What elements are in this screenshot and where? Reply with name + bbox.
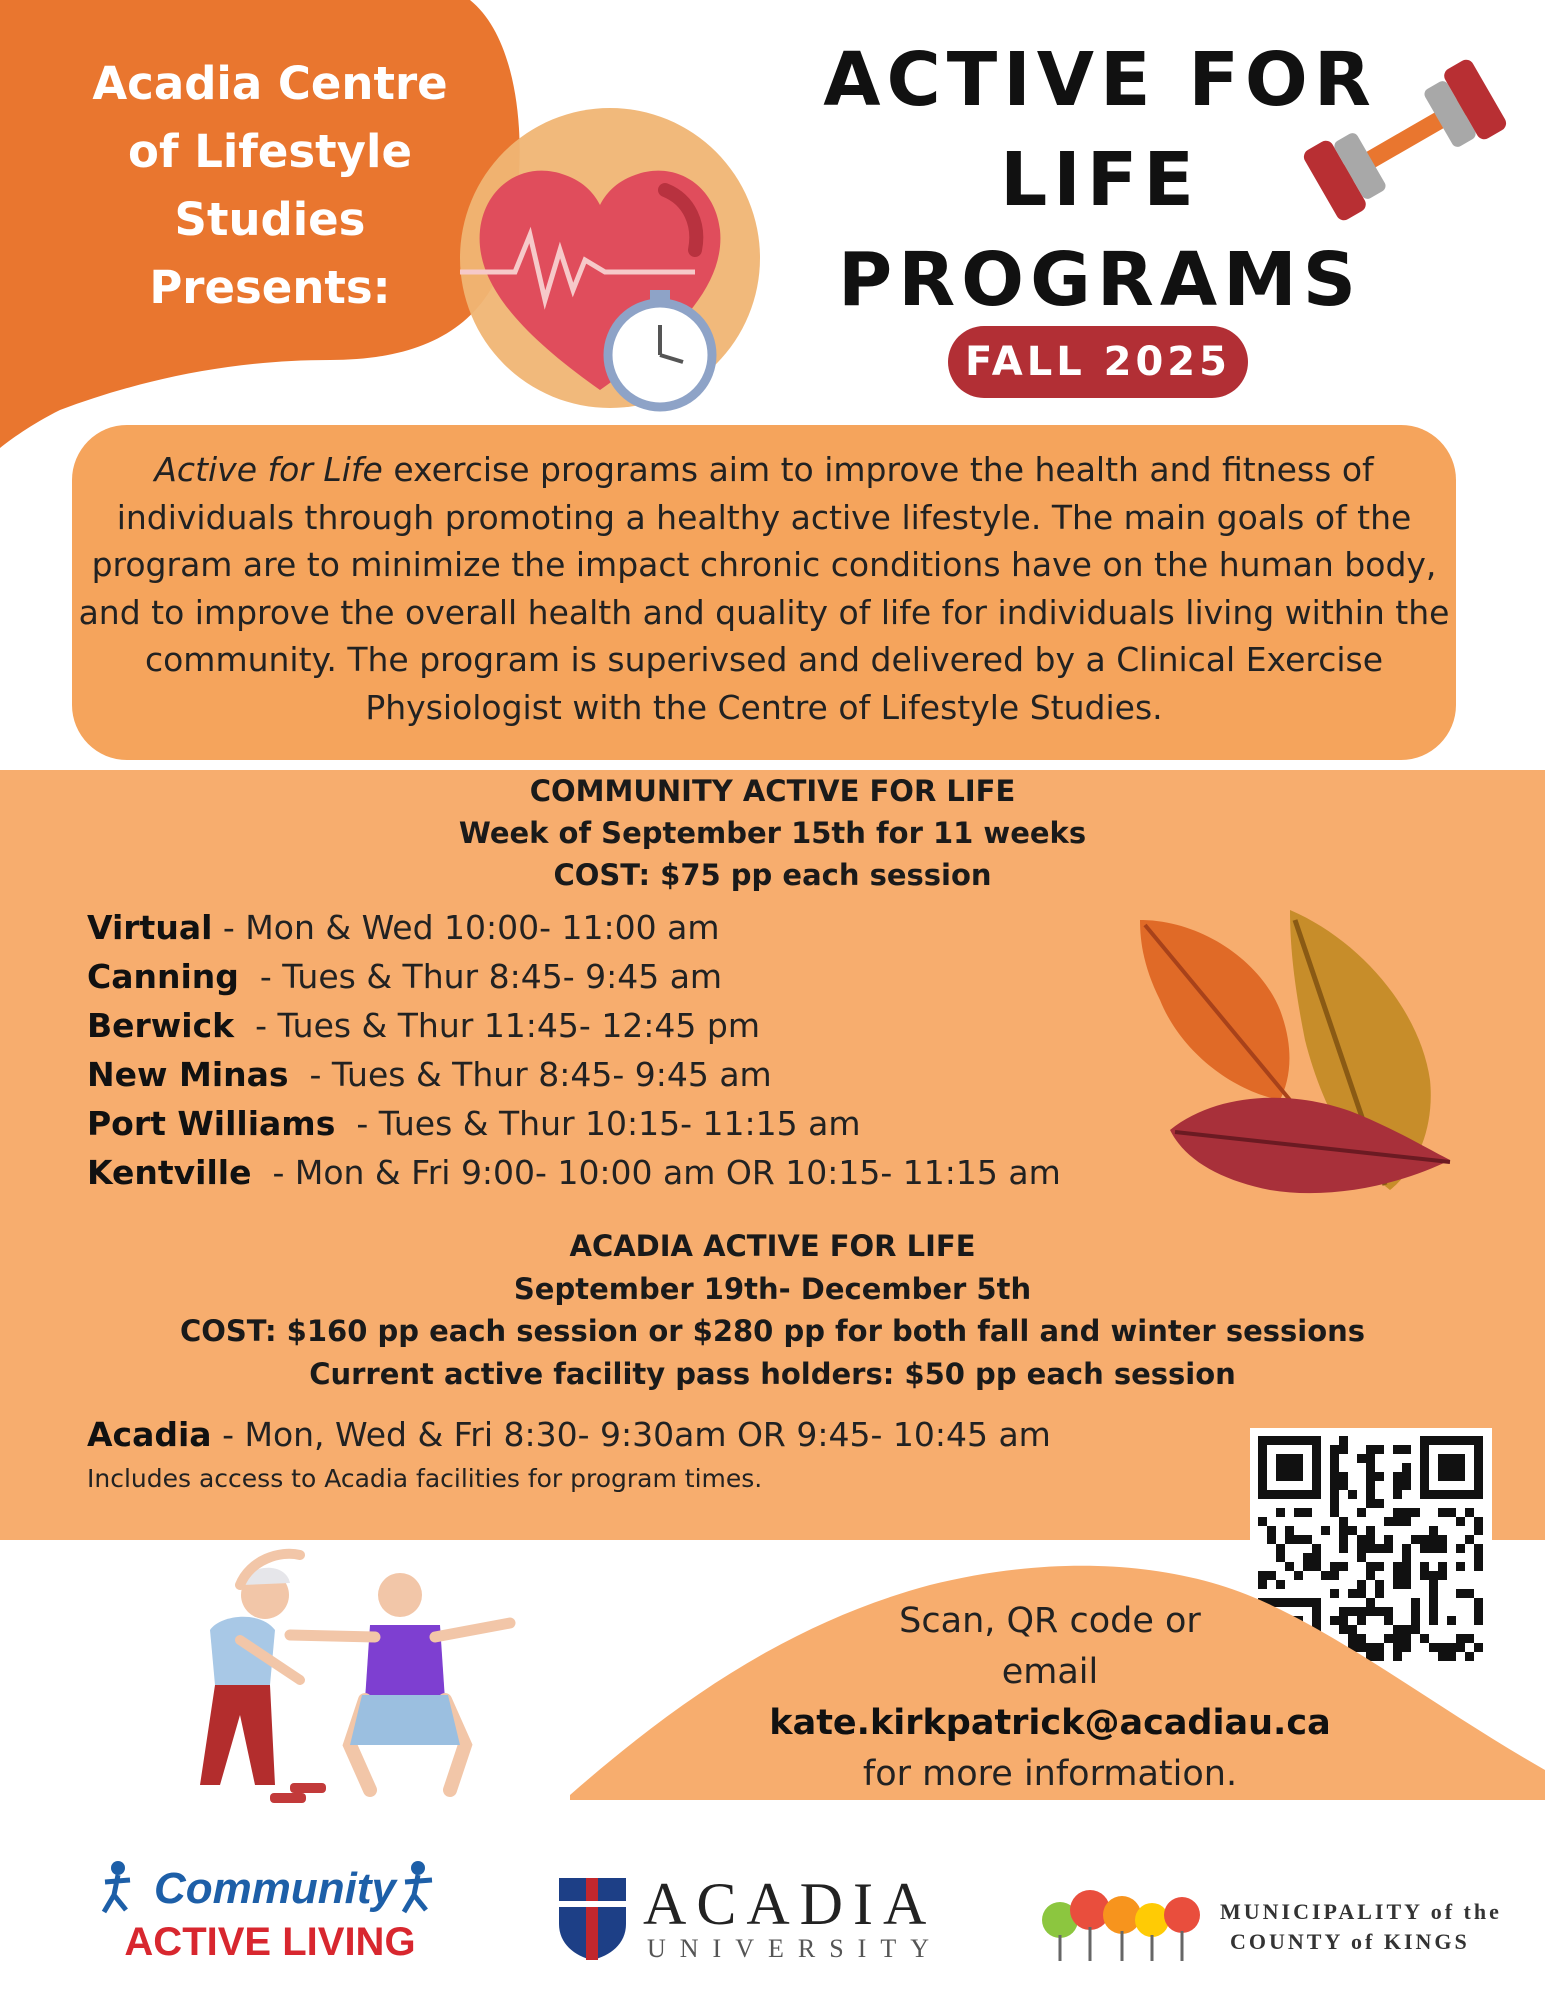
title-line: PROGRAMS — [837, 237, 1363, 323]
schedule-row — [87, 952, 722, 1001]
acadia-cost: COST: $160 pp each session or $280 pp for both fall and winter sessions — [179, 1314, 1366, 1348]
acadia-pass-cost: Current active facility pass holders: $50 pp each session — [309, 1357, 1236, 1391]
schedule-row — [87, 1099, 861, 1148]
presenter-line: Studies — [174, 193, 366, 246]
location-name: Acadia — [87, 1415, 212, 1454]
logo-text-bottom: UNIVERSITY — [647, 1934, 943, 1963]
location-name: Canning — [87, 957, 239, 996]
contact-line-2: email — [1001, 1652, 1099, 1692]
logo-text-bottom: ACTIVE LIVING — [124, 1920, 416, 1964]
presenter-line: Presents: — [149, 261, 391, 314]
title-line: LIFE — [1000, 137, 1200, 223]
acadia-heading: ACADIA ACTIVE FOR LIFE — [569, 1229, 976, 1263]
county-of-kings-logo — [1040, 1885, 1510, 1965]
schedule-row — [87, 1148, 1061, 1197]
contact-line-3: for more information. — [862, 1754, 1238, 1794]
session-times: - Mon, Wed & Fri 8:30- 9:30am OR 9:45- 10:45 am — [211, 1415, 1051, 1454]
logo-text-bottom: COUNTY of KINGS — [1230, 1929, 1470, 1954]
community-active-living-logo — [100, 1860, 440, 1970]
title-line: ACTIVE FOR — [823, 37, 1377, 123]
logo-text-top: Community — [154, 1864, 396, 1913]
location-name: New Minas — [87, 1055, 289, 1094]
location-name: Berwick — [87, 1006, 235, 1045]
schedule-row — [87, 1410, 1051, 1459]
schedule-row — [87, 1050, 772, 1099]
facilities-note: Includes access to Acadia facilities for program times. — [87, 1464, 763, 1493]
season-badge: FALL 2025 — [948, 326, 1248, 398]
program-name: Active for Life — [154, 450, 383, 489]
contact-email[interactable] — [740, 1698, 1360, 1749]
intro-paragraph — [72, 446, 1456, 731]
seniors-exercising-illustration — [150, 1545, 530, 1815]
schedule-row — [87, 903, 719, 952]
trees-icon — [1040, 1885, 1205, 1965]
session-times: - Tues & Thur 10:15- 11:15 am — [335, 1104, 861, 1143]
session-times: - Tues & Thur 11:45- 12:45 pm — [234, 1006, 760, 1045]
logo-text-top: ACADIA — [643, 1871, 937, 1937]
email-address[interactable]: kate.kirkpatrick@acadiau.ca — [769, 1703, 1331, 1743]
acadia-university-logo — [555, 1870, 975, 1970]
community-heading: COMMUNITY ACTIVE FOR LIFE — [529, 774, 1016, 808]
session-times: - Tues & Thur 8:45- 9:45 am — [288, 1055, 772, 1094]
location-name: Kentville — [87, 1153, 252, 1192]
location-name: Virtual — [87, 908, 213, 947]
autumn-leaves-illustration — [1130, 900, 1460, 1220]
page-title — [820, 30, 1380, 330]
location-name: Port Williams — [87, 1104, 336, 1143]
schedule-row — [87, 1001, 760, 1050]
presenter-line: Acadia Centre — [92, 57, 448, 110]
logo-text-top: MUNICIPALITY of the — [1220, 1899, 1502, 1924]
session-times: - Mon & Fri 9:00- 10:00 am OR 10:15- 11:15 am — [251, 1153, 1061, 1192]
session-times: - Tues & Thur 8:45- 9:45 am — [238, 957, 723, 996]
acadia-dates: September 19th- December 5th — [513, 1272, 1032, 1306]
intro-text: exercise programs aim to improve the health and fitness of individuals through promoting a healthy active lifestyle. The main goals of the program are to minimize the impact chronic conditions have on the human body, and to improve the overall health and quality of life for individuals living within the community. The program is superivsed and delivered by a Clinical Exercise Physiologist with the Centre of Lifestyle Studies. — [78, 450, 1450, 727]
contact-line-1: Scan, QR code or — [899, 1601, 1201, 1641]
presenter-line: of Lifestyle — [128, 125, 412, 178]
community-cost: COST: $75 pp each session — [553, 858, 992, 892]
session-times: - Mon & Wed 10:00- 11:00 am — [212, 908, 720, 947]
presenter-text — [40, 50, 500, 322]
shield-icon — [555, 1874, 630, 1962]
community-dates: Week of September 15th for 11 weeks — [458, 816, 1087, 850]
